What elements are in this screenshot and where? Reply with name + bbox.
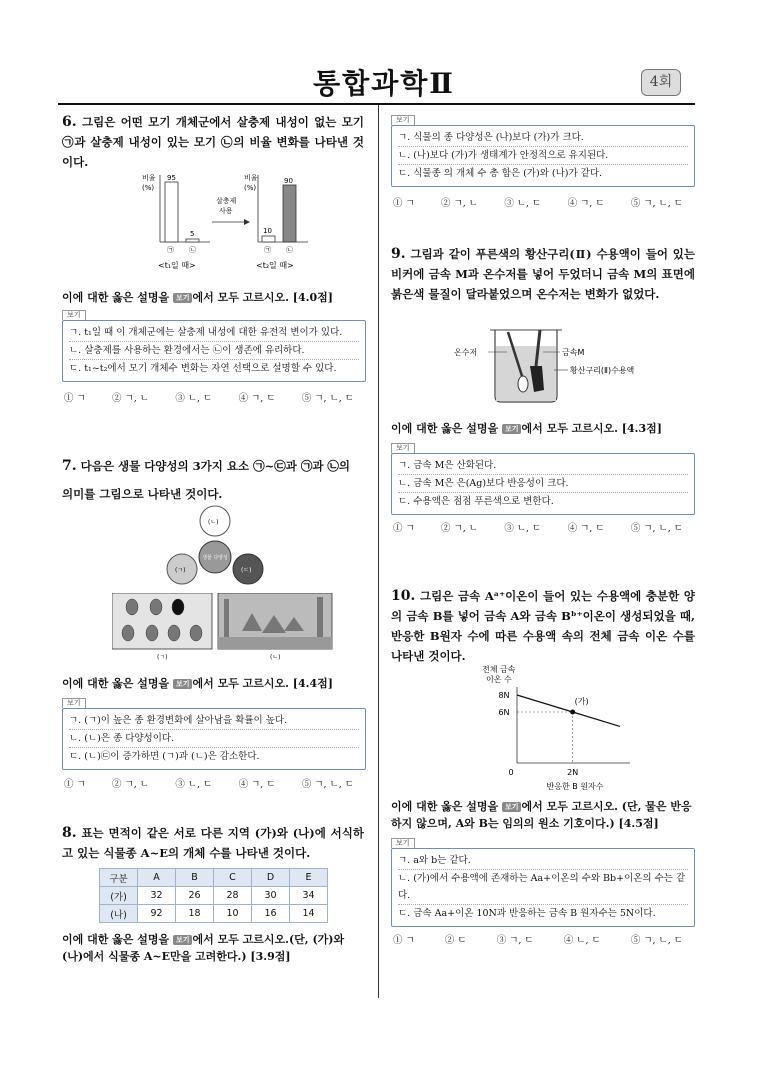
q8-stem — [62, 823, 364, 863]
q6-item-2: ㄴ. 살충제를 사용하는 환경에서는 ㉡이 생존에 유리하다. — [69, 342, 359, 360]
q6-val-10: 10 — [263, 227, 272, 235]
q6-box — [62, 320, 366, 382]
solution-label: 황산구리(Ⅱ)수용액 — [570, 366, 635, 375]
q9-options — [391, 442, 695, 515]
q8-table — [99, 868, 328, 923]
q9-choice-4[interactable]: ④ ㄱ, ㄷ — [567, 523, 605, 534]
q10-box — [391, 848, 695, 927]
copper-sulfate-solution — [496, 346, 556, 401]
q6-choice-5[interactable]: ⑤ ㄱ, ㄴ, ㄷ — [301, 393, 354, 404]
bogi-tag: 보기 — [502, 424, 522, 434]
q8-options — [391, 114, 695, 187]
q6-bar-left-b — [186, 239, 199, 242]
q7-number: 7. — [62, 458, 77, 474]
svg-text:㉡: ㉡ — [189, 246, 196, 254]
xtick-0: 0 — [508, 768, 514, 777]
svg-text:㉡: ㉡ — [286, 246, 293, 254]
q7-item-3: ㄷ. (ㄴ)㉢이 증가하면 (ㄱ)과 (ㄴ)은 감소한다. — [69, 751, 260, 762]
series-line — [517, 695, 620, 726]
q10-text: 그림은 금속 Aᵃ⁺이온이 들어 있는 수용액에 충분한 양의 금속 B를 넣어 금속 A와 금속 Bᵇ⁺이온이 생성되었을 때, 반응한 B원자 수에 따른 수용액 속의 전체 금속 이온 수를 나타낸 것이다. — [391, 589, 695, 663]
q9-ask: 이에 대한 옳은 설명을 보기 에서 모두 고르시오. [4.3점] — [391, 422, 662, 435]
q10-ask: 이에 대한 옳은 설명을 보기 에서 모두 고르시오. (단, 물은 반응하지 않으며, A와 B는 임의의 원소 기호이다.) [4.5점] — [391, 800, 692, 830]
q6-item-3: ㄷ. t₁~t₂에서 모기 개체수 변화는 자연 선택으로 설명할 수 있다. — [69, 363, 337, 374]
q6-y-label: 비율 — [142, 174, 156, 182]
q8-ask: 이에 대한 옳은 설명을 보기 에서 모두 고르시오.(단, (가)와 (나)에서 식물종 A~E만을 고려한다.) [3.9점] — [62, 933, 345, 963]
svg-text:㉠: ㉠ — [167, 246, 174, 254]
q7-center-label: 생물 다양성 — [202, 555, 228, 561]
q10-item-2: ㄴ. (가)에서 수용액에 존재하는 Aa+이온의 수와 Bb+이온의 수는 같다. — [398, 870, 688, 905]
q10-chart — [470, 663, 640, 793]
q6-text: 그림은 어떤 모기 개체군에서 살충제 내성이 없는 모기 ㉠과 살충제 내성이 있는 모기 ㉡의 비율 변화를 나타낸 것이다. — [62, 115, 364, 169]
q7-choice-1[interactable]: ① ㄱ — [64, 779, 86, 790]
q6-arrow-label: 살충제 — [216, 197, 237, 205]
exam-round-badge: 4회 — [641, 69, 681, 96]
q9-choice-5[interactable]: ⑤ ㄱ, ㄴ, ㄷ — [630, 523, 683, 534]
svg-text:비율: 비율 — [244, 174, 258, 182]
header-rule — [58, 103, 695, 105]
q6-val-90: 90 — [284, 177, 293, 185]
ytick-6n: 6N — [498, 708, 510, 717]
q7-item-1: ㄱ. (ㄱ)이 높은 종 환경변화에 살아남을 확률이 높다. — [69, 712, 359, 730]
q6-choices — [64, 392, 354, 406]
q6-arrow — [212, 196, 250, 225]
svg-text:(ㄴ): (ㄴ) — [208, 519, 219, 526]
bogi-label: 보기 — [62, 310, 86, 320]
q10-item-3: ㄷ. 금속 Aa+이온 10N과 반응하는 금속 B 원자수는 5N이다. — [398, 908, 656, 919]
q8-item-2: ㄴ. (나)보다 (가)가 생태계가 안정적으로 유지된다. — [398, 147, 688, 165]
q8-choice-2[interactable]: ② ㄱ, ㄴ — [441, 198, 478, 209]
q8-choices — [393, 197, 683, 211]
q8-choice-3[interactable]: ③ ㄴ, ㄷ — [504, 198, 542, 209]
q8-choice-1[interactable]: ① ㄱ — [393, 198, 415, 209]
q9-stem — [391, 244, 695, 304]
point-label: (가) — [574, 697, 589, 706]
q7-choice-4[interactable]: ④ ㄱ, ㄷ — [238, 779, 276, 790]
bogi-label: 보기 — [62, 698, 86, 708]
q9-choices — [393, 522, 683, 536]
q7-choice-2[interactable]: ② ㄱ, ㄴ — [112, 779, 149, 790]
q6-val-95: 95 — [167, 174, 176, 182]
svg-text:㉠: ㉠ — [264, 246, 271, 254]
q10-choice-4[interactable]: ④ ㄴ, ㄷ — [563, 935, 601, 946]
q6-item-1: ㄱ. t₁일 때 이 개체군에는 살충제 내성에 대한 유전적 변이가 있다. — [69, 324, 359, 342]
q6-right-caption: <t₂일 때> — [256, 261, 294, 270]
svg-text:(ㄷ): (ㄷ) — [241, 567, 252, 574]
column-divider — [378, 105, 379, 998]
q8-item-1: ㄱ. 식물의 종 다양성은 (나)보다 (가)가 크다. — [398, 129, 688, 147]
q6-left-caption: <t₁일 때> — [158, 261, 196, 270]
q9-choice-1[interactable]: ① ㄱ — [393, 523, 415, 534]
q6-right-chart — [244, 173, 308, 270]
q7-options — [62, 697, 366, 770]
bogi-tag: 보기 — [502, 802, 522, 812]
q8-choice-5[interactable]: ⑤ ㄱ, ㄴ, ㄷ — [630, 198, 683, 209]
svg-text:(%): (%) — [244, 184, 257, 192]
page-title: 통합과학Ⅱ — [313, 67, 455, 100]
q6-stem — [62, 112, 364, 172]
xtick-2n: 2N — [567, 768, 579, 777]
q9-item-3: ㄷ. 수용액은 점점 푸른색으로 변한다. — [398, 496, 554, 507]
metal-label: 금속M — [562, 348, 585, 357]
q10-choice-5[interactable]: ⑤ ㄱ, ㄴ, ㄷ — [630, 935, 683, 946]
svg-text:(ㄱ): (ㄱ) — [157, 654, 168, 661]
q9-box — [391, 453, 695, 515]
q7-box — [62, 708, 366, 770]
q8-box — [391, 125, 695, 187]
svg-text:사용: 사용 — [219, 207, 233, 215]
table-row: 구분 A B C D E — [100, 869, 328, 887]
q8-item-3: ㄷ. 식물종 의 개체 수 총 합은 (가)와 (나)가 같다. — [398, 168, 603, 179]
q9-choice-3[interactable]: ③ ㄴ, ㄷ — [504, 523, 542, 534]
q6-figure — [140, 170, 320, 275]
q7-choice-3[interactable]: ③ ㄴ, ㄷ — [175, 779, 213, 790]
table-row: (나) 92 18 10 16 14 — [100, 905, 328, 923]
q9-item-2: ㄴ. 금속 M은 은(Ag)보다 반응성이 크다. — [398, 475, 688, 493]
q8-choice-4[interactable]: ④ ㄱ, ㄷ — [567, 198, 605, 209]
table-row: (가) 32 26 28 30 34 — [100, 887, 328, 905]
q7-ask: 이에 대한 옳은 설명을 보기 에서 모두 고르시오. [4.4점] — [62, 677, 333, 690]
bogi-tag: 보기 — [173, 935, 193, 945]
q9-item-1: ㄱ. 금속 M은 산화된다. — [398, 457, 688, 475]
q9-text: 그림과 같이 푸른색의 황산구리(Ⅱ) 수용액이 들어 있는 비커에 금속 M과 온수저를 넣어 두었더니 금속 M의 표면에 붉은색 물질이 달라붙었으며 온수저는 변화가 없었다. — [391, 247, 695, 301]
q10-item-1: ㄱ. a와 b는 같다. — [398, 852, 688, 870]
q10-number: 10. — [391, 588, 416, 604]
chart-ylabel-2: 이온 수 — [486, 675, 512, 684]
q9-number: 9. — [391, 246, 406, 262]
bogi-tag: 보기 — [173, 679, 193, 689]
svg-text:(%): (%) — [142, 184, 155, 192]
q6-bar-left-a — [165, 182, 178, 242]
q6-left-chart — [142, 173, 210, 270]
svg-text:(ㄴ): (ㄴ) — [270, 654, 281, 661]
q6-choice-4[interactable]: ④ ㄱ, ㄷ — [238, 393, 276, 404]
bogi-tag: 보기 — [173, 293, 193, 303]
q7-stem: 7. 다음은 생물 다양성의 3가지 요소 ㉠~㉢과 ㉠과 ㉡의 의미를 그림으로 나타낸 것이다. — [62, 458, 351, 501]
q7-venn-figure — [160, 503, 270, 591]
q6-choice-3[interactable]: ③ ㄴ, ㄷ — [175, 393, 213, 404]
q6-bar-right-b — [283, 185, 296, 242]
bogi-label: 보기 — [391, 443, 415, 453]
chart-xlabel: 반응한 B 원자수 — [546, 782, 604, 791]
q10-options — [391, 837, 695, 927]
bogi-label: 보기 — [391, 838, 415, 848]
svg-text:(ㄱ): (ㄱ) — [175, 567, 186, 574]
q6-options — [62, 309, 366, 382]
spoon-label: 온수저 — [454, 348, 478, 357]
q8-text: 표는 면적이 같은 서로 다른 지역 (가)와 (나)에 서식하고 있는 식물종 A~E의 개체 수를 나타낸 것이다. — [62, 826, 364, 860]
q6-bar-right-a — [262, 236, 275, 242]
q6-choice-1[interactable]: ① ㄱ — [64, 393, 86, 404]
q9-choice-2[interactable]: ② ㄱ, ㄴ — [441, 523, 478, 534]
bogi-label: 보기 — [391, 115, 415, 125]
chart-ylabel-1: 전체 금속 — [482, 665, 516, 674]
q10-choice-2[interactable]: ② ㄷ — [444, 935, 467, 946]
q10-choice-3[interactable]: ③ ㄱ, ㄷ — [496, 935, 534, 946]
q6-choice-2[interactable]: ② ㄱ, ㄴ — [112, 393, 149, 404]
q6-val-5: 5 — [190, 230, 195, 238]
q7-photo-figures — [112, 593, 334, 663]
q9-beaker-figure — [450, 326, 680, 406]
q6-number: 6. — [62, 114, 77, 130]
q10-stem — [391, 586, 695, 666]
q7-choices — [64, 778, 354, 792]
point-ga — [570, 710, 575, 715]
q7-choice-5[interactable]: ⑤ ㄱ, ㄴ, ㄷ — [301, 779, 354, 790]
ytick-8n: 8N — [498, 691, 510, 700]
q8-number: 8. — [62, 825, 77, 841]
q10-choices — [393, 934, 683, 948]
q10-choice-1[interactable]: ① ㄱ — [393, 935, 415, 946]
q7-item-2: ㄴ. (ㄴ)은 종 다양성이다. — [69, 730, 359, 748]
q6-ask: 이에 대한 옳은 설명을 보기 에서 모두 고르시오. [4.0점] — [62, 291, 333, 304]
